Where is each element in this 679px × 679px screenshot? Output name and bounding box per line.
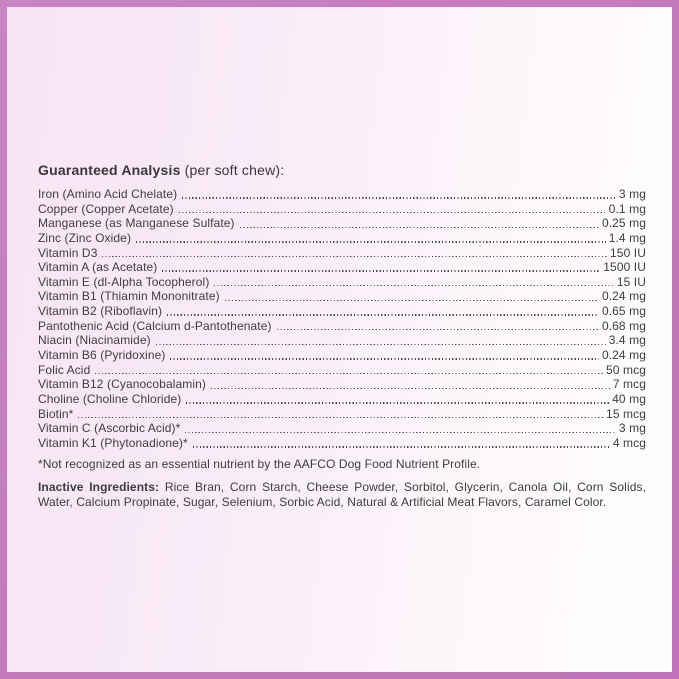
analysis-row xyxy=(38,436,646,451)
nutrient-name: Vitamin B12 (Cyanocobalamin) xyxy=(38,377,206,392)
analysis-row xyxy=(38,231,646,246)
analysis-row xyxy=(38,260,646,275)
analysis-row xyxy=(38,304,646,319)
analysis-table xyxy=(38,187,646,451)
nutrient-amount: 1500 IU xyxy=(603,260,646,275)
nutrient-name: Niacin (Niacinamide) xyxy=(38,333,151,348)
dot-leader xyxy=(162,270,600,271)
dot-leader xyxy=(277,329,599,330)
analysis-row xyxy=(38,348,646,363)
label-background xyxy=(7,7,672,672)
nutrient-amount: 40 mg xyxy=(612,391,646,406)
analysis-row xyxy=(38,319,646,334)
nutrient-name: Vitamin A (as Acetate) xyxy=(38,260,158,275)
inactive-ingredients-section xyxy=(38,480,646,510)
nutrient-amount: 7 mcg xyxy=(612,377,646,392)
nutrient-amount: 0.24 mg xyxy=(601,348,646,363)
nutrient-name: Folic Acid xyxy=(38,362,91,377)
analysis-row xyxy=(38,275,646,290)
dot-leader xyxy=(78,417,603,418)
nutrient-amount: 4 mcg xyxy=(612,435,646,450)
nutrient-name: Iron (Amino Acid Chelate) xyxy=(38,187,178,201)
analysis-row xyxy=(38,407,646,422)
analysis-row xyxy=(38,333,646,348)
analysis-row xyxy=(38,202,646,217)
nutrient-name: Vitamin B1 (Thiamin Mononitrate) xyxy=(38,289,220,304)
dot-leader xyxy=(167,314,599,315)
dot-leader xyxy=(185,432,615,433)
inactive-ingredients-text-1: Rice Bran, Corn Starch, Cheese Powder, Sorbitol, Glycerin, Canola Oil, Corn Solids, xyxy=(164,479,647,494)
dot-leader xyxy=(211,388,610,389)
nutrient-name: Zinc (Zinc Oxide) xyxy=(38,230,132,245)
nutrient-name: Vitamin K1 (Phytonadione)* xyxy=(38,435,188,450)
nutrient-amount: 50 mcg xyxy=(606,362,646,377)
nutrient-name: Choline (Choline Chloride) xyxy=(38,391,182,406)
nutrient-amount: 3 mg xyxy=(618,421,646,436)
dot-leader xyxy=(136,241,606,242)
nutrient-name: Biotin* xyxy=(38,406,74,421)
dot-leader xyxy=(156,344,606,345)
section-title xyxy=(38,161,646,179)
guaranteed-analysis-title: Guaranteed Analysis xyxy=(38,162,181,178)
analysis-row xyxy=(38,187,646,202)
per-soft-chew-note: (per soft chew): xyxy=(184,162,285,178)
label-content xyxy=(38,161,646,510)
dot-leader xyxy=(186,402,609,403)
nutrient-amount: 0.25 mg xyxy=(601,216,646,231)
dot-leader xyxy=(170,358,598,359)
dot-leader xyxy=(182,197,616,198)
inactive-ingredients-line2: Water, Calcium Propinate, Sugar, Selenium, Sorbic Acid, Natural & Artificial Meat Flavors, Caramel Color. xyxy=(38,494,607,509)
analysis-row xyxy=(38,392,646,407)
dot-leader xyxy=(225,300,599,301)
analysis-row xyxy=(38,377,646,392)
dot-leader xyxy=(240,227,599,228)
dot-leader xyxy=(193,446,610,447)
nutrient-name: Vitamin E (dl-Alpha Tocopherol) xyxy=(38,274,210,289)
nutrient-amount: 0.1 mg xyxy=(608,201,646,216)
nutrient-amount: 150 IU xyxy=(610,245,646,260)
analysis-row xyxy=(38,421,646,436)
nutrient-name: Vitamin C (Ascorbic Acid)* xyxy=(38,421,181,436)
inactive-ingredients-label: Inactive Ingredients: xyxy=(38,479,160,494)
nutrient-name: Copper (Copper Acetate) xyxy=(38,201,174,216)
nutrient-name: Vitamin B6 (Pyridoxine) xyxy=(38,348,166,363)
nutrient-name: Vitamin D3 xyxy=(38,245,98,260)
dot-leader xyxy=(214,285,613,286)
nutrient-amount: 1.4 mg xyxy=(608,230,646,245)
nutrient-amount: 0.24 mg xyxy=(601,289,646,304)
aafco-footnote: *Not recognized as an essential nutrient by the AAFCO Dog Food Nutrient Profile. xyxy=(38,456,481,471)
nutrient-amount: 3.4 mg xyxy=(608,333,646,348)
analysis-row xyxy=(38,246,646,261)
nutrient-name: Vitamin B2 (Riboflavin) xyxy=(38,304,163,319)
dot-leader xyxy=(179,212,606,213)
nutrient-name: Pantothenic Acid (Calcium d-Pantothenate) xyxy=(38,318,272,333)
nutrient-name: Manganese (as Manganese Sulfate) xyxy=(38,216,235,231)
nutrient-amount: 15 mcg xyxy=(606,406,646,421)
nutrient-amount: 15 IU xyxy=(616,274,646,289)
analysis-row xyxy=(38,363,646,378)
dot-leader xyxy=(102,256,607,257)
analysis-row xyxy=(38,216,646,231)
nutrient-amount: 3 mg xyxy=(618,187,646,201)
analysis-row xyxy=(38,289,646,304)
dot-leader xyxy=(95,373,603,374)
nutrient-amount: 0.68 mg xyxy=(601,318,646,333)
nutrient-amount: 0.65 mg xyxy=(601,304,646,319)
inactive-ingredients-line1 xyxy=(38,480,646,495)
